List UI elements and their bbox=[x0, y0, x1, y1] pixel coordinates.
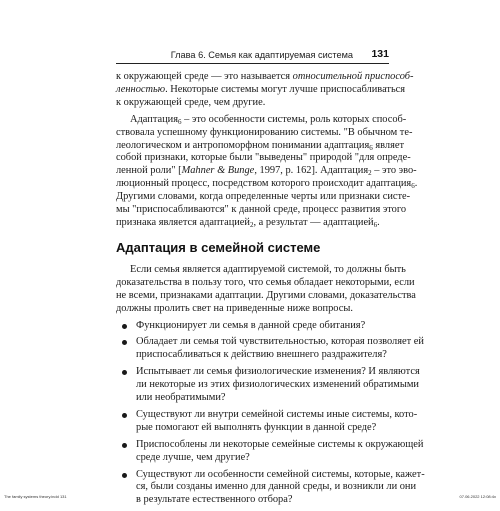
text-line: к окружающей среде — это называется относительной приспособ- bbox=[116, 71, 414, 82]
bullet-icon bbox=[122, 413, 127, 418]
list-item bbox=[116, 468, 425, 508]
text-line: или необратимыми? bbox=[136, 392, 226, 404]
bullet-icon bbox=[122, 473, 127, 478]
text-line: Существуют ли особенности семейной системы, которые, кажет- bbox=[136, 468, 425, 480]
text-line: к окружающей среде, чем другие. bbox=[116, 96, 266, 108]
page-number: 131 bbox=[371, 48, 389, 60]
bullet-icon bbox=[122, 370, 127, 375]
text-line: Приспособлены ли некоторые семейные системы к окружающей bbox=[136, 438, 424, 450]
text-line: ся, были созданы именно для данной среды, и возникли ли они bbox=[136, 481, 417, 493]
page-body bbox=[116, 71, 425, 511]
text-line: Существуют ли внутри семейной системы иные системы, кото- bbox=[136, 408, 418, 420]
bullet-icon bbox=[122, 443, 127, 448]
citation-authors: Mahner & Bunge bbox=[181, 165, 255, 177]
running-header bbox=[116, 49, 389, 64]
text-line: ствовала успешному функционированию системы. "В обычном те- bbox=[116, 126, 413, 138]
text-line: признака является адаптацией$_2$, а результат — адаптацией$_6$. bbox=[116, 216, 380, 229]
text-line: Адаптация$_6$ – это особенности системы, роль которых способ- bbox=[130, 113, 407, 126]
text-line: Если семья является адаптируемой системой, то должны быть bbox=[130, 263, 406, 275]
paragraph-relative-fitness bbox=[116, 71, 414, 110]
list-item bbox=[116, 336, 424, 362]
list-item bbox=[116, 408, 418, 435]
text-line: собой признаки, которые были "выведены" природой "для опреде- bbox=[116, 152, 411, 164]
text-line: мы "приспосабливаются" к данной среде, процесс развития этого bbox=[116, 204, 407, 216]
chapter-title: Глава 6. Семья как адаптируемая система bbox=[170, 50, 353, 60]
bullet-icon bbox=[122, 324, 127, 329]
text-line: не всеми, признаками адаптации. Другими словами, доказательства bbox=[116, 289, 416, 301]
print-timestamp: 07.06.2022 12:08:4x bbox=[459, 494, 496, 499]
text-line: Другими словами, когда определенные черты или признаки систе- bbox=[116, 191, 411, 203]
text-line: ли некоторые из этих физиологических изменений обратимыми bbox=[136, 379, 419, 391]
file-name: The family systems theory.indd 131 bbox=[4, 494, 67, 499]
text-line: ленной роли" [Mahner & Bunge, 1997, р. 162]. Адаптация$_2$ – это эво- bbox=[116, 165, 417, 178]
section-heading: Адаптация в семейной системе bbox=[116, 239, 321, 255]
list-item bbox=[116, 320, 389, 333]
text-line: среде лучше, чем другие? bbox=[136, 451, 250, 463]
text-line: ленностью. Некоторые системы могут лучше приспосабливаться bbox=[116, 83, 406, 95]
text-line: Испытывает ли семья физиологические изменения? И являются bbox=[136, 366, 420, 378]
paragraph-adaptation-definition bbox=[116, 113, 418, 230]
text-line: доказательства в пользу того, что семья обладает некоторыми, если bbox=[116, 276, 415, 288]
print-footer bbox=[4, 494, 496, 500]
bullet-icon bbox=[122, 340, 127, 345]
text-line: леологическом и антропоморфном понимании адаптация$_6$ являет bbox=[116, 139, 404, 152]
list-item bbox=[116, 366, 420, 405]
text-line: в результате естественного отбора? bbox=[136, 494, 293, 506]
text-line: приспосабливаться к действию внешнего раздражителя? bbox=[136, 349, 387, 361]
list-item bbox=[116, 438, 424, 465]
term-relative-fitness: относительной приспособ- bbox=[292, 71, 414, 82]
question-list bbox=[116, 319, 425, 508]
paragraph-evidence bbox=[116, 263, 416, 316]
text-line: Функционирует ли семья в данной среде обитания? bbox=[136, 319, 366, 331]
text-line: Обладает ли семья той чувствительностью, которая позволяет ей bbox=[136, 336, 424, 348]
term-relative-fitness-end: ленностью bbox=[116, 83, 166, 95]
text-line: должны пролить свет на приведенные ниже вопросы. bbox=[116, 302, 353, 314]
text-line: рые помогают ей выполнять функции в данной среде? bbox=[136, 421, 377, 433]
text-line: люционный процесс, посредством которого происходит адаптация$_6$. bbox=[116, 178, 418, 191]
